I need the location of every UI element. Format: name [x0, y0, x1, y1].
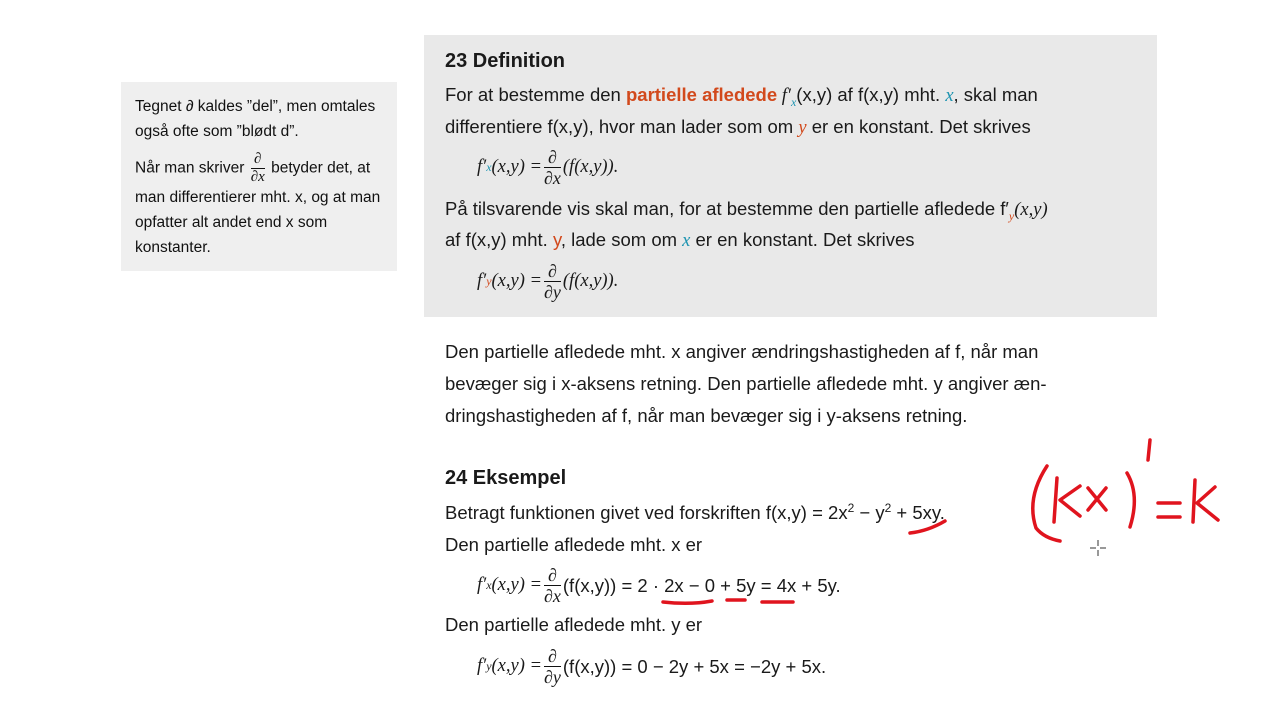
variable-y: y — [798, 118, 807, 138]
example-heading: 24 Eksempel — [445, 467, 567, 489]
subscript: y — [486, 659, 492, 673]
text: f′ — [777, 86, 791, 106]
text: (x,y) — [1014, 200, 1048, 220]
partial-fraction — [544, 148, 561, 187]
term-partial-derivative: partielle afledede — [625, 84, 778, 105]
explanation-line-1: Den partielle afledede mht. x angiver ændringshastigheden af f, når man — [445, 341, 1039, 362]
crosshair-cursor-icon — [1089, 539, 1107, 557]
subscript: y — [486, 274, 492, 288]
definition-line-4 — [445, 229, 915, 252]
fraction-denominator: ∂y — [544, 282, 561, 302]
text: , lade som om — [560, 229, 683, 250]
text: For at bestemme den — [445, 84, 626, 105]
definition-formula-1 — [477, 148, 618, 187]
handwriting-equals — [1158, 503, 1180, 517]
handwriting-k2 — [1193, 480, 1218, 522]
fraction-numerator: ∂ — [544, 262, 561, 282]
variable-y: y — [552, 229, 561, 250]
superscript: 2 — [884, 501, 892, 515]
rhs: (f(x,y)). — [562, 157, 619, 177]
definition-formula-2 — [477, 262, 618, 301]
fraction-denominator: ∂x — [544, 168, 561, 188]
sidenote-text-2-before: Når man skriver — [135, 159, 245, 177]
fraction-denominator: ∂y — [544, 667, 561, 687]
f-prime: f′ — [477, 271, 487, 291]
fraction-denominator: ∂x — [250, 169, 265, 185]
text: er en konstant. Det skrives — [690, 229, 915, 250]
f-prime: f′ — [477, 157, 487, 177]
superscript: 2 — [847, 501, 855, 515]
example-line-2: Den partielle afledede mht. x er — [445, 534, 703, 555]
text: er en konstant. Det skrives — [806, 116, 1031, 137]
text: På tilsvarende vis skal man, for at bestemme den partielle afledede f′ — [445, 198, 1009, 219]
fraction-numerator: ∂ — [251, 152, 265, 169]
f-prime: f′ — [477, 575, 487, 595]
args: (x,y) = — [491, 656, 542, 676]
args: (x,y) = — [491, 575, 542, 595]
subscript: y — [1008, 209, 1015, 223]
partial-fraction — [544, 566, 561, 605]
text: differentiere f(x,y), hvor man lader som om — [445, 116, 799, 137]
variable-x: x — [682, 231, 691, 251]
text: (x,y) af f(x,y) mht. — [796, 84, 946, 105]
text: − y — [854, 502, 885, 523]
subscript: x — [486, 578, 492, 592]
fraction-numerator: ∂ — [544, 647, 561, 667]
subscript: x — [486, 160, 492, 174]
partial-fraction — [544, 647, 561, 686]
text: Betragt funktionen givet ved forskriften f(x,y) = 2x — [445, 502, 848, 523]
handwriting-k1 — [1054, 478, 1080, 522]
rhs: (f(x,y)) = 2 · 2x − 0 + 5y = 4x + 5y. — [562, 574, 841, 596]
example-formula-1 — [477, 566, 841, 605]
fraction-numerator: ∂ — [544, 566, 561, 586]
definition-line-2 — [445, 116, 1031, 139]
sidenote-text-2 — [135, 152, 383, 260]
handwriting-prime — [1148, 440, 1150, 460]
args: (x,y) = — [491, 271, 542, 291]
rhs: (f(x,y)) = 0 − 2y + 5x = −2y + 5x. — [562, 655, 827, 677]
explanation-line-3: dringshastigheden af f, når man bevæger sig i y-aksens retning. — [445, 405, 968, 426]
f-prime: f′ — [477, 656, 487, 676]
handwriting-right-paren — [1127, 473, 1134, 527]
example-formula-2 — [477, 647, 826, 686]
explanation-line-2: bevæger sig i x-aksens retning. Den partielle afledede mht. y angiver æn- — [445, 373, 1047, 394]
handwriting-left-paren — [1033, 466, 1060, 541]
example-line-1 — [445, 501, 945, 524]
subscript: x — [790, 95, 797, 109]
fraction-numerator: ∂ — [544, 148, 561, 168]
sidenote-text-1: Tegnet ∂ kaldes ”del”, men omtales også ofte som ”blødt d”. — [135, 98, 376, 140]
fraction-denominator: ∂x — [544, 586, 561, 606]
handwriting-x — [1088, 488, 1106, 510]
definition-line-3 — [445, 198, 1048, 224]
example-line-3: Den partielle afledede mht. y er — [445, 614, 703, 635]
text: + 5xy. — [891, 502, 945, 523]
text: af f(x,y) mht. — [445, 229, 553, 250]
definition-line-1 — [445, 84, 1038, 110]
variable-x: x — [945, 86, 954, 106]
definition-heading: 23 Definition — [445, 50, 566, 72]
rhs: (f(x,y)). — [562, 271, 619, 291]
text: , skal man — [953, 84, 1038, 105]
sidenote-fraction — [251, 152, 265, 185]
partial-fraction — [544, 262, 561, 301]
sidenote-text-2-after: betyder det, at man differentierer mht. x, og at man opfatter alt andet end x som konstanter. — [135, 159, 381, 256]
sidenote-box — [121, 82, 397, 271]
args: (x,y) = — [491, 157, 542, 177]
explanation-paragraph — [445, 336, 1145, 432]
